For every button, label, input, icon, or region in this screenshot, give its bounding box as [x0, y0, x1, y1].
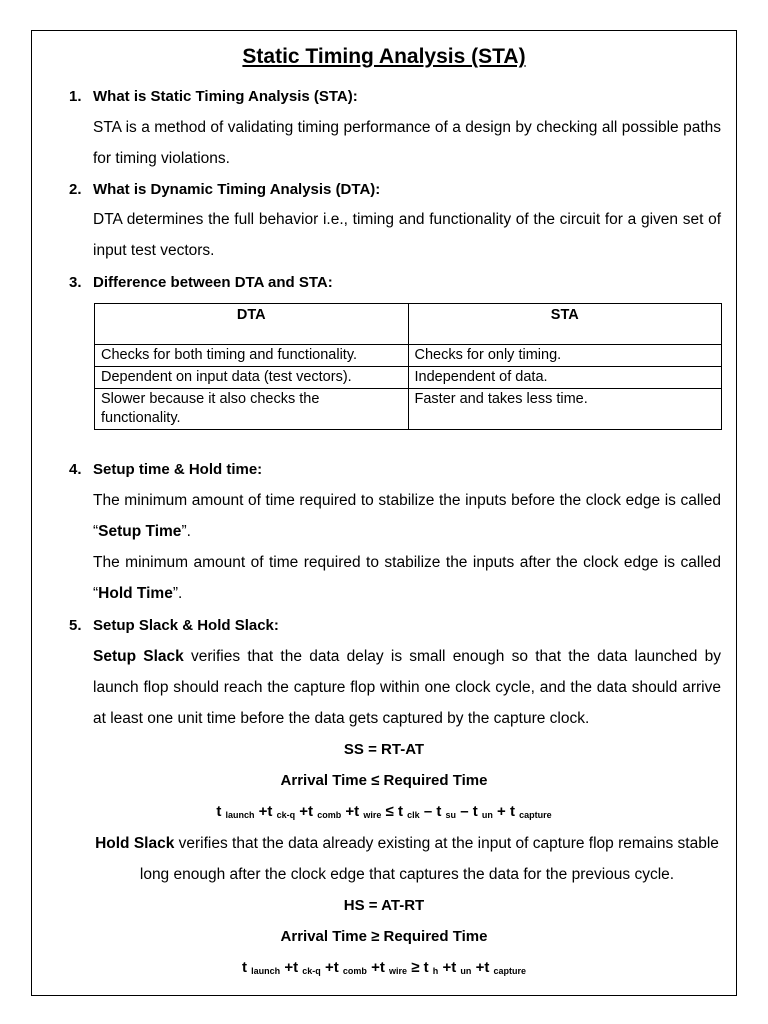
table-cell: Slower because it also checks the functionality.: [95, 389, 409, 430]
table-row: [95, 389, 722, 430]
section-5-heading: 5. Setup Slack & Hold Slack:: [69, 617, 279, 634]
table-header-sta: STA: [408, 304, 722, 345]
table-cell: Independent of data.: [408, 367, 722, 389]
hold-slack-relation: Arrival Time ≥ Required Time: [280, 928, 488, 945]
setup-time-definition: The minimum amount of time required to stabilize the inputs before the clock edge is called “Setup Time”.: [93, 492, 721, 540]
hold-slack-equation: HS = AT-RT: [343, 897, 425, 914]
setup-slack-equation: SS = RT-AT: [343, 741, 425, 758]
section-1-text: STA is a method of validating timing performance of a design by checking all possible paths for timing violations.: [93, 119, 721, 167]
hold-timing-formula: t $_{launch}$ +t $_{ck-q}$ +t $_{comb}$ +t $_{wire}$ ≥ t $_h$ +t $_{un}$ +t $_{capture}$: [241, 959, 527, 976]
setup-slack-relation: Arrival Time ≤ Required Time: [280, 772, 488, 789]
table-header-dta: DTA: [95, 304, 409, 345]
table-cell: Checks for both timing and functionality.: [95, 345, 409, 367]
table-header-row: [95, 304, 722, 345]
section-2-text: DTA determines the full behavior i.e., timing and functionality of the circuit for a given set of input test vectors.: [93, 211, 721, 259]
table-row: [95, 367, 722, 389]
hold-time-definition: The minimum amount of time required to stabilize the inputs after the clock edge is called “Hold Time”.: [93, 554, 721, 602]
dta-sta-comparison-table: [94, 303, 722, 430]
table-cell: Dependent on input data (test vectors).: [95, 367, 409, 389]
section-3-heading: 3. Difference between DTA and STA:: [69, 274, 333, 291]
setup-timing-formula: t $_{launch}$ +t $_{ck-q}$ +t $_{comb}$ +t $_{wire}$ ≤ t $_{clk}$ – t $_{su}$ – t $_{un}$ + t $_{capture}$: [216, 803, 552, 820]
document-page: [31, 30, 737, 996]
page-title: Static Timing Analysis (STA): [242, 45, 526, 68]
table-cell: Checks for only timing.: [408, 345, 722, 367]
table-row: [95, 345, 722, 367]
section-4-heading: 4. Setup time & Hold time:: [69, 461, 263, 478]
setup-slack-definition: Setup Slack verifies that the data delay is small enough so that the data launched by launch flop should reach the capture flop within one clock cycle, and the data should arrive at least one unit time before the data gets captured by the capture clock.: [93, 648, 721, 727]
hold-slack-definition: Hold Slack verifies that the data already existing at the input of capture flop remains stable long enough after the clock edge that captures the data for the previous cycle.: [95, 835, 719, 883]
table-cell: Faster and takes less time.: [408, 389, 722, 430]
section-1-heading: 1. What is Static Timing Analysis (STA):: [69, 88, 358, 105]
section-2-heading: 2. What is Dynamic Timing Analysis (DTA):: [69, 181, 381, 198]
